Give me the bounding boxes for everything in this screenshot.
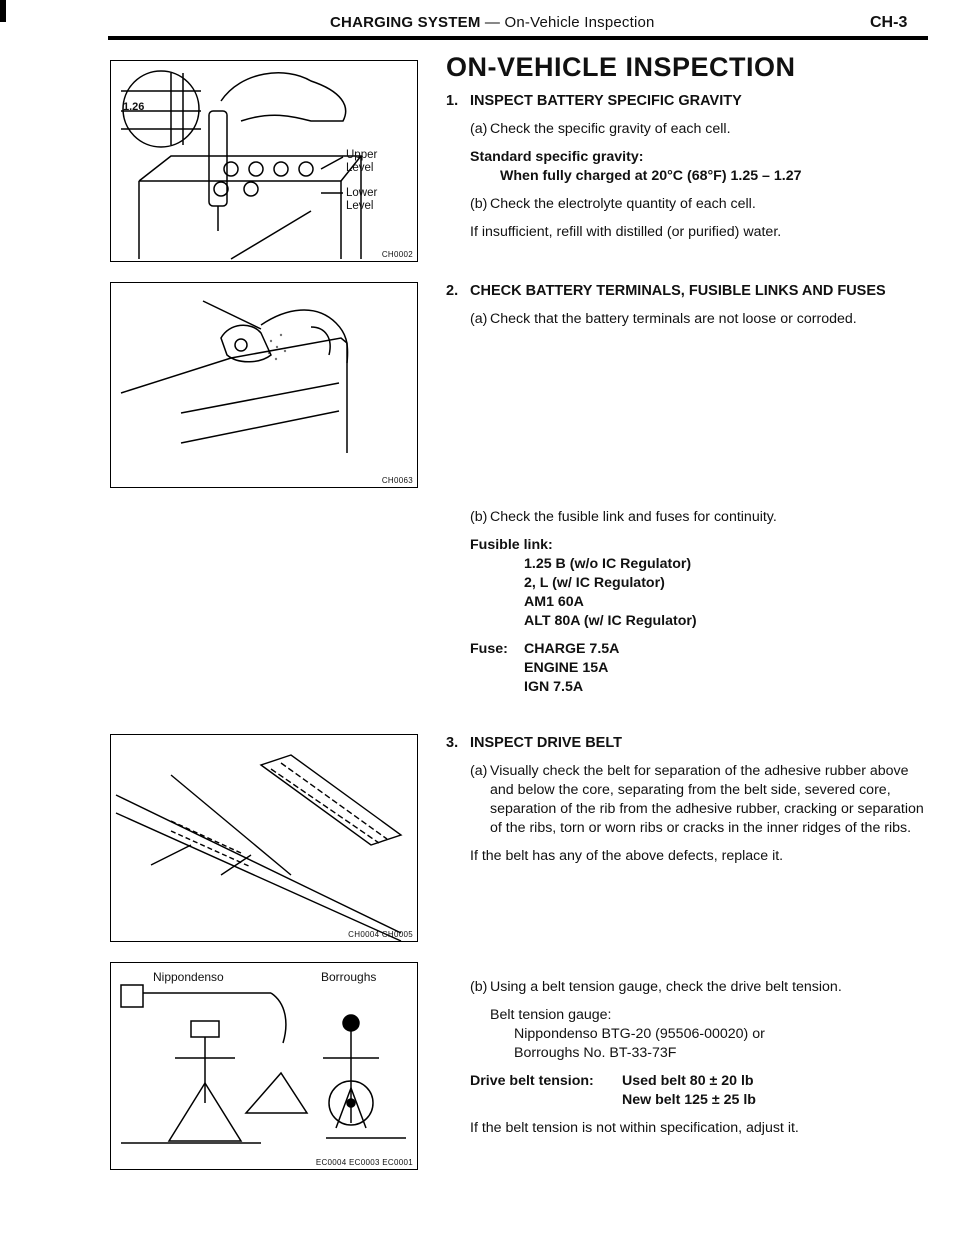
fusible-link-list (446, 555, 926, 631)
fusible-link-item: ALT 80A (w/ IC Regulator) (524, 613, 697, 629)
tension-gauge-illustration (111, 963, 417, 1169)
section-heading-text: INSPECT DRIVE BELT (470, 735, 622, 751)
note-text: If insufficient, refill with distilled (or purified) water. (470, 224, 782, 240)
nippondenso-label: Nippondenso (153, 970, 224, 984)
gauge-item: Borroughs No. BT-33-73F (514, 1045, 677, 1061)
figure-tension-gauges (110, 962, 418, 1170)
step-text: Visually check the belt for separation of the adhesive rubber above and below the core, separating from the belt side, severed core, separation of the rib from the adhesive rubber, cracking or separation of the ribs, torn or worn ribs or cracks in the inner ridges of the ribs. (490, 763, 924, 836)
fuse-item: IGN 7.5A (524, 679, 584, 695)
fuse-item: CHARGE 7.5A (524, 641, 620, 657)
figure-code: CH0063 (381, 476, 413, 485)
fuse-item: ENGINE 15A (524, 660, 609, 676)
figure-code: EC0004 EC0003 EC0001 (315, 1158, 413, 1167)
gauge-item: Nippondenso BTG-20 (95506-00020) or (514, 1026, 765, 1042)
step-marker: (a) (470, 311, 488, 327)
section-number: 3. (446, 735, 459, 751)
fuse-list (524, 640, 619, 697)
step-text: Check the fusible link and fuses for continuity. (490, 509, 777, 525)
step-text: Using a belt tension gauge, check the drive belt tension. (490, 979, 842, 995)
spec-label: Standard specific gravity: (470, 149, 644, 165)
fusible-link-label: Fusible link: (470, 537, 553, 553)
spec-value: When fully charged at 20°C (68°F) 1.25 – 1.27 (500, 168, 802, 184)
section-fuses (446, 508, 926, 697)
note-text: If the belt tension is not within specification, adjust it. (470, 1120, 799, 1136)
drive-belt-illustration (111, 735, 417, 941)
gauge-label: Belt tension gauge: (490, 1007, 612, 1023)
step-b (446, 978, 926, 997)
tension-new: New belt 125 ± 25 lb (622, 1092, 756, 1108)
figure-drive-belt (110, 734, 418, 942)
header-section-title: CHARGING SYSTEM (330, 14, 481, 31)
section-drive-belt (446, 734, 926, 866)
upper-level-label: Upper Level (346, 149, 378, 174)
tension-label: Drive belt tension: (470, 1073, 594, 1089)
step-marker: (a) (470, 121, 488, 137)
page-title: ON-VEHICLE INSPECTION (446, 52, 796, 82)
step-a (446, 762, 926, 838)
step-text: Check that the battery terminals are not loose or corroded. (490, 311, 857, 327)
section-heading (446, 734, 926, 753)
section-terminals (446, 282, 926, 329)
battery-terminal-illustration (111, 283, 417, 487)
gauge-list (446, 1025, 926, 1063)
fusible-link-item: AM1 60A (524, 594, 584, 610)
figure-battery-terminal (110, 282, 418, 488)
step-marker: (b) (470, 509, 488, 525)
step-text: Check the specific gravity of each cell. (490, 121, 731, 137)
step-b (446, 195, 926, 214)
fuse-label: Fuse: (470, 641, 508, 657)
section-heading (446, 282, 926, 301)
figure-hydrometer (110, 60, 418, 262)
figure-code: CH0004 CH0005 (348, 930, 413, 939)
figure-code: CH0002 (381, 250, 413, 259)
tension-spec (446, 1072, 926, 1110)
step-text: Check the electrolyte quantity of each cell. (490, 196, 756, 212)
page-corner-mark (0, 0, 6, 22)
step-marker: (a) (470, 763, 488, 779)
section-number: 2. (446, 283, 459, 299)
tension-values (622, 1072, 756, 1110)
step-a (446, 310, 926, 329)
section-belt-tension (446, 978, 926, 1138)
note-text: If the belt has any of the above defects, replace it. (470, 848, 784, 864)
header-separator: — (484, 14, 501, 31)
section-heading-text: INSPECT BATTERY SPECIFIC GRAVITY (470, 93, 742, 109)
fusible-link-item: 2, L (w/ IC Regulator) (524, 575, 665, 591)
section-heading-text: CHECK BATTERY TERMINALS, FUSIBLE LINKS AND FUSES (470, 283, 886, 299)
tension-used: Used belt 80 ± 20 lb (622, 1073, 754, 1089)
section-heading (446, 92, 926, 111)
page-number: CH-3 (870, 14, 908, 31)
running-header (330, 14, 655, 31)
lower-level-label: Lower Level (346, 187, 378, 212)
section-number: 1. (446, 93, 459, 109)
fusible-link-item: 1.25 B (w/o IC Regulator) (524, 556, 692, 572)
step-b (446, 508, 926, 527)
step-marker: (b) (470, 979, 488, 995)
step-marker: (b) (470, 196, 488, 212)
step-a (446, 120, 926, 139)
borroughs-label: Borroughs (321, 970, 377, 984)
header-subtitle: On-Vehicle Inspection (504, 14, 655, 31)
header-rule (108, 36, 928, 40)
section-battery-gravity (446, 92, 926, 242)
hydrometer-scale-label: 1.26 (123, 101, 145, 113)
fuse-block (446, 640, 926, 697)
